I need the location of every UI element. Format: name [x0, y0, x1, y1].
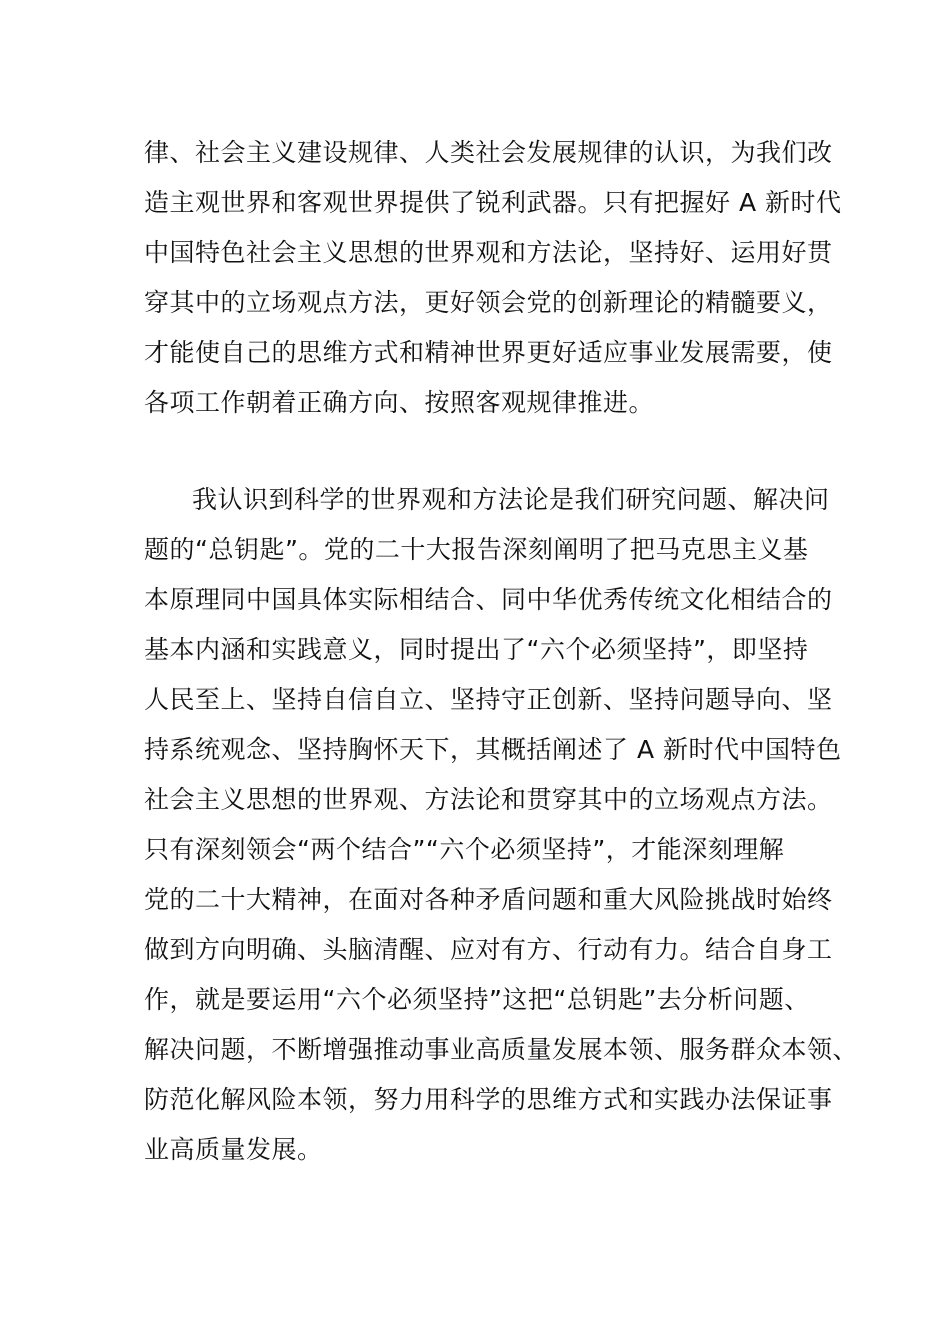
paragraph-line: 作，就是要运用“六个必须坚持”这把“总钥匙”去分析问题、	[144, 985, 810, 1014]
paragraph-line: 基本内涵和实践意义，同时提出了“六个必须坚持”，即坚持	[144, 635, 809, 664]
paragraph-line: 题的“总钥匙”。党的二十大报告深刻阐明了把马克思主义基	[144, 535, 809, 564]
paragraph-line: 做到方向明确、头脑清醒、应对有方、行动有力。结合自身工	[144, 935, 833, 964]
paragraph-line: 持系统观念、坚持胸怀天下，其概括阐述了 A 新时代中国特色	[144, 735, 842, 764]
paragraph-line: 防范化解风险本领，努力用科学的思维方式和实践办法保证事	[144, 1085, 833, 1114]
paragraph-line: 穿其中的立场观点方法，更好领会党的创新理论的精髓要义，	[144, 288, 833, 317]
paragraph-1	[144, 128, 842, 428]
paragraph-line: 本原理同中国具体实际相结合、同中华优秀传统文化相结合的	[144, 585, 833, 614]
paragraph-line: 解决问题，不断增强推动事业高质量发展本领、服务群众本领、	[144, 1035, 859, 1064]
paragraph-line: 党的二十大精神，在面对各种矛盾问题和重大风险挑战时始终	[144, 885, 833, 914]
paragraph-line: 中国特色社会主义思想的世界观和方法论，坚持好、运用好贯	[144, 238, 833, 267]
paragraph-line: 只有深刻领会“两个结合”“六个必须坚持”，才能深刻理解	[144, 835, 785, 864]
paragraph-line: 业高质量发展。	[144, 1135, 323, 1164]
paragraph-2	[144, 475, 859, 1175]
paragraph-line: 造主观世界和客观世界提供了锐利武器。只有把握好 A 新时代	[144, 188, 842, 217]
paragraph-line: 律、社会主义建设规律、人类社会发展规律的认识，为我们改	[144, 138, 833, 167]
paragraph-line: 各项工作朝着正确方向、按照客观规律推进。	[144, 388, 655, 417]
paragraph-line: 才能使自己的思维方式和精神世界更好适应事业发展需要，使	[144, 338, 833, 367]
paragraph-line: 社会主义思想的世界观、方法论和贯穿其中的立场观点方法。	[144, 785, 833, 814]
paragraph-line: 我认识到科学的世界观和方法论是我们研究问题、解决问	[192, 485, 830, 514]
paragraph-line: 人民至上、坚持自信自立、坚持守正创新、坚持问题导向、坚	[144, 685, 833, 714]
